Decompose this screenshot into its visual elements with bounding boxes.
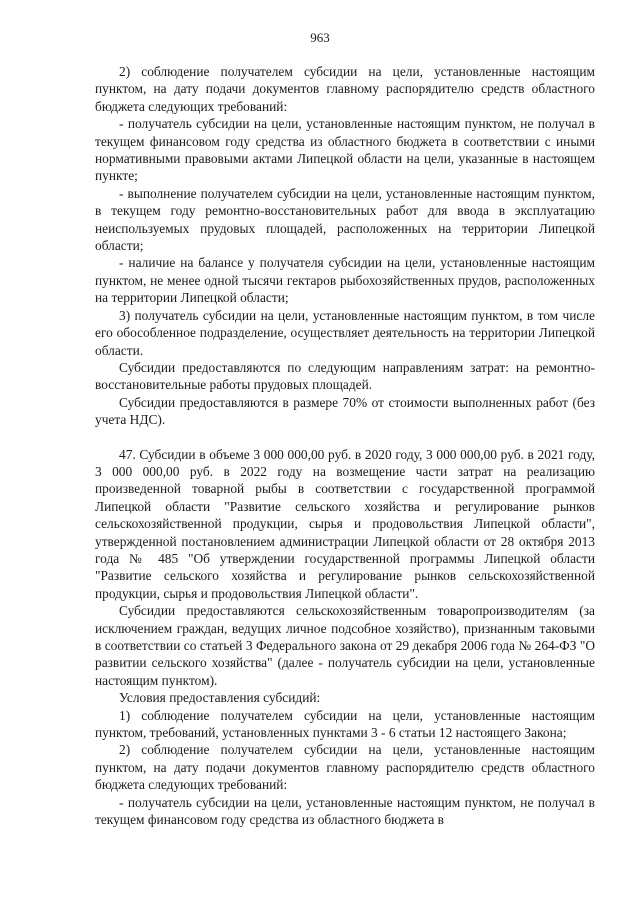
document-body — [95, 63, 595, 828]
paragraph: 1) соблюдение получателем субсидии на цели, установленные настоящим пунктом, требований, установленных пунктами 3 - 6 статьи 12 настоящего Закона; — [95, 707, 595, 741]
paragraph: - наличие на балансе у получателя субсидии на цели, установленные настоящим пунктом, не менее одной тысячи гектаров рыбохозяйственных прудов, расположенных на территории Липецкой области; — [95, 255, 595, 306]
paragraph: 47. Субсидии в объеме 3 000 000,00 руб. в 2020 году, 3 000 000,00 руб. в 2021 году, 3 000 000,00 руб. в 2022 году на возмещение части затрат на реализацию произведенной товарной рыбы в соответствии с государственной программой Липецкой области "Развитие сельского хозяйства и регулирование рынков сельскохозяйственной продукции, сырья и продовольствия Липецкой области", утвержденной постановлением администрации Липецкой области от 28 октября 2013 года № 485 "Об утверждении государственной программы Липецкой области "Развитие сельского хозяйства и регулирование рынков сельскохозяйственной продукции, сырья и продовольствия Липецкой области". — [95, 446, 595, 601]
paragraph: 2) соблюдение получателем субсидии на цели, установленные настоящим пунктом, на дату подачи документов главному распорядителю средств областного бюджета следующих требований: — [95, 64, 595, 114]
paragraph: - выполнение получателем субсидии на цели, установленные настоящим пунктом, в текущем году ремонтно-восстановительных работ для ввода в эксплуатацию неиспользуемых прудовых площадей, расположенных на территории Липецкой области; — [95, 185, 595, 254]
page-number: 963 — [310, 30, 330, 45]
paragraph: Субсидии предоставляются по следующим направлениям затрат: на ремонтно-восстановительные работы прудовых площадей. — [95, 359, 595, 393]
paragraph: Субсидии предоставляются в размере 70% от стоимости выполненных работ (без учета НДС). — [95, 394, 595, 428]
section-spacer — [95, 429, 595, 446]
paragraph: Субсидии предоставляются сельскохозяйственным товаропроизводителям (за исключением граждан, ведущих личное подсобное хозяйство), признанным таковыми в соответствии со статьей 3 Федерального закона от 29 декабря 2006 года № 264-ФЗ "О развитии сельского хозяйства" (далее - получатель субсидии на цели, установленные настоящим пунктом). — [95, 603, 595, 688]
paragraph: Условия предоставления субсидий: — [119, 690, 321, 706]
paragraph: - получатель субсидии на цели, установленные настоящим пунктом, не получал в текущем финансовом году средства из областного бюджета в — [95, 794, 595, 828]
paragraph: 3) получатель субсидии на цели, установленные настоящим пунктом, в том числе его обособленное подразделение, осуществляет деятельность на территории Липецкой области. — [95, 307, 595, 358]
paragraph: 2) соблюдение получателем субсидии на цели, установленные настоящим пунктом, на дату подачи документов главному распорядителю средств областного бюджета следующих требований: — [95, 742, 595, 793]
paragraph: - получатель субсидии на цели, установленные настоящим пунктом, не получал в текущем финансовом году средства из областного бюджета в соответствии с иными нормативными правовыми актами Липецкой области на цели, указанные в настоящем пункте; — [95, 116, 595, 184]
